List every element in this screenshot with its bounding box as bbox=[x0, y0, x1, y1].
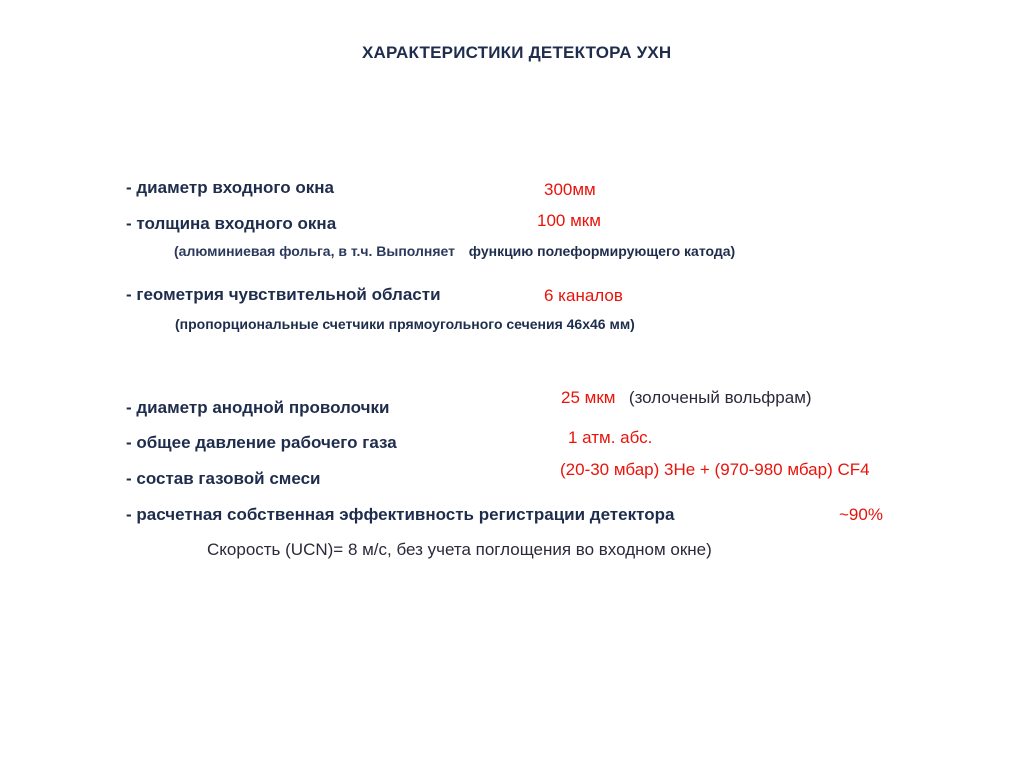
row-window-thickness-label: - толщина входного окна bbox=[126, 214, 337, 233]
row-anode-wire-extra: (золоченый вольфрам) bbox=[628, 388, 812, 407]
row-gas-pressure-label: - общее давление рабочего газа bbox=[126, 433, 397, 452]
page-title: ХАРАКТЕРИСТИКИ ДЕТЕКТОРА УХН bbox=[362, 43, 672, 62]
row-anode-wire-label: - диаметр анодной проволочки bbox=[126, 398, 390, 417]
row-anode-wire-values bbox=[561, 389, 812, 406]
row-geometry-label: - геометрия чувствительной области bbox=[126, 285, 441, 304]
window-note-part-a: (алюминиевая фольга, в т.ч. Выполняет bbox=[174, 243, 455, 259]
row-window-diameter-label: - диаметр входного окна bbox=[126, 178, 334, 197]
row-gas-mixture-label: - состав газовой смеси bbox=[126, 469, 321, 488]
row-geometry-value: 6 каналов bbox=[544, 286, 623, 305]
row-window-thickness-value: 100 мкм bbox=[537, 211, 601, 230]
window-note-part-b: функцию полеформирующего катода) bbox=[468, 243, 736, 259]
row-gas-pressure-value: 1 атм. абс. bbox=[568, 428, 653, 447]
velocity-footnote: Скорость (UCN)= 8 м/с, без учета поглощения во входном окне) bbox=[207, 540, 712, 559]
row-window-diameter-value: 300мм bbox=[544, 180, 596, 199]
geometry-note: (пропорциональные счетчики прямоугольного сечения 46х46 мм) bbox=[175, 316, 635, 332]
window-note bbox=[174, 244, 735, 258]
row-anode-wire-value: 25 мкм bbox=[561, 388, 616, 407]
row-efficiency-label: - расчетная собственная эффективность регистрации детектора bbox=[126, 505, 675, 524]
row-gas-mixture-value: (20-30 мбар) 3He + (970-980 мбар) CF4 bbox=[560, 460, 870, 479]
row-efficiency-value: ~90% bbox=[839, 505, 883, 524]
